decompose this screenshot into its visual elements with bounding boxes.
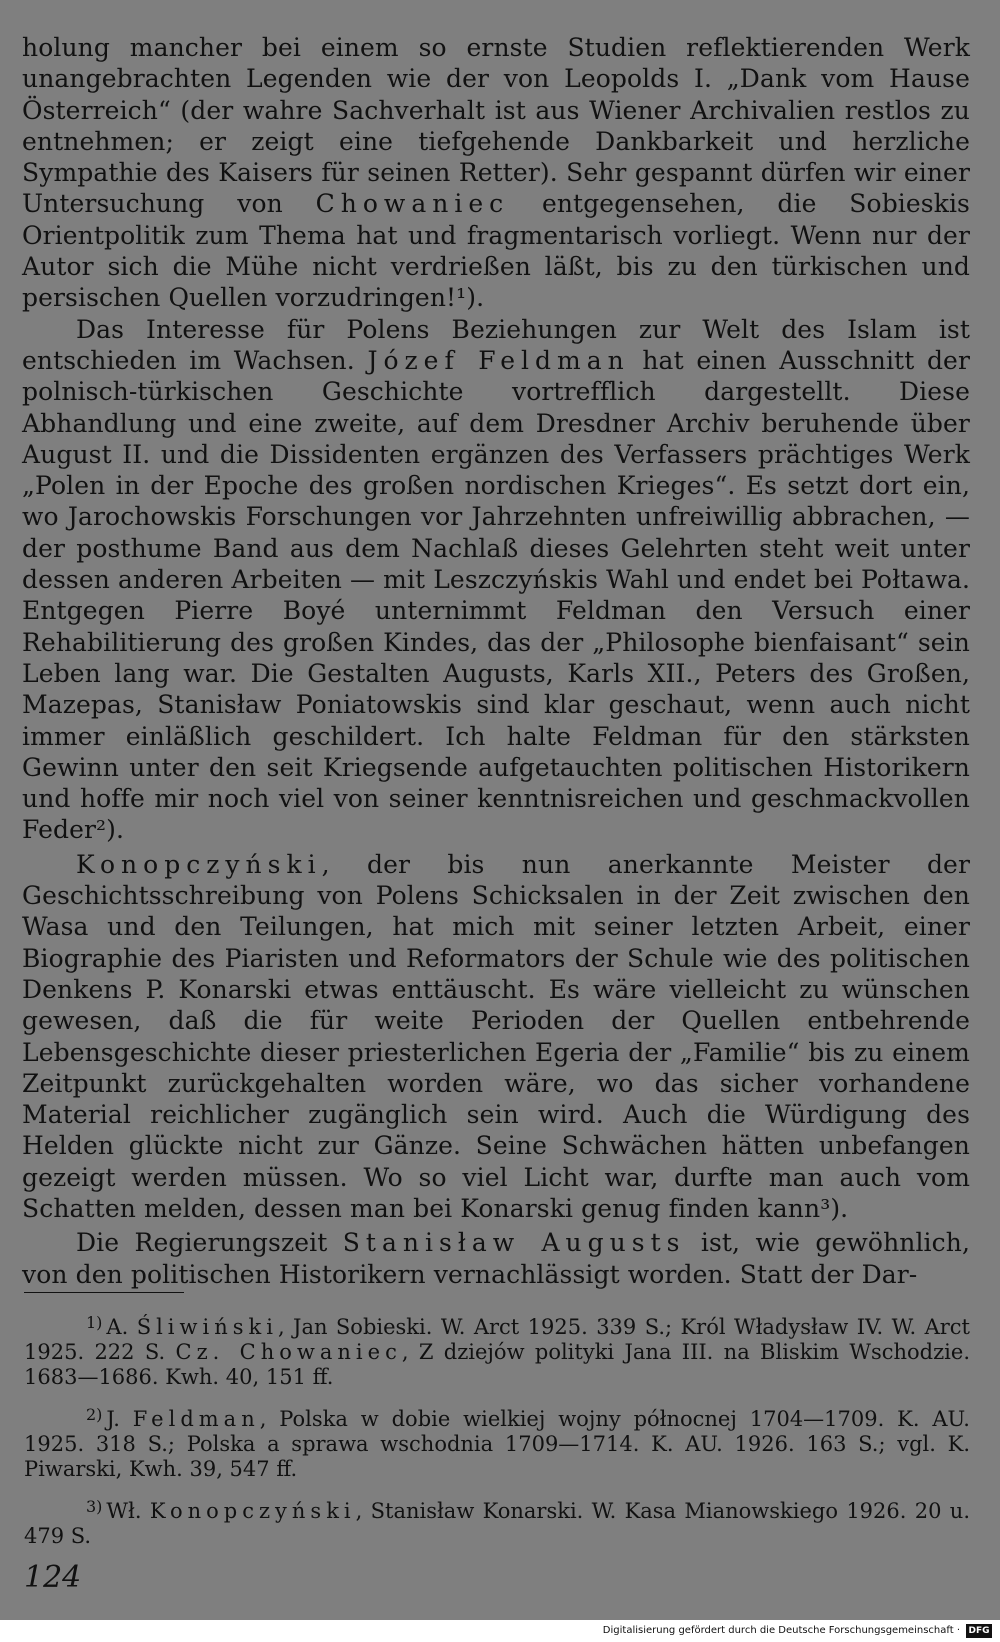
page-number: 124: [24, 1560, 82, 1595]
paragraph-3-text: , der bis nun anerkannte Meister der Geschichtsschreibung von Polens Schicksalen in der Zeit zwischen den Wasa und den Teilungen, hat mich mit seiner letzten Arbeit, einer Biographie des Piaristen und Reformators der Schule wie des politischen Denkens P. Konarski etwas enttäuscht. Es wäre vielleicht zu wünschen gewesen, daß die für weite Perioden der Quellen entbehrende Lebensgeschichte dieser priesterlichen Egeria der „Familie“ bis zu einem Zeitpunkt zurückgehalten worden wäre, wo das sicher vorhandene Material reichlicher zugänglich sein wird. Auch die Würdigung des Helden glückte nicht zur Gänze. Seine Schwächen hätten unbefangen gezeigt werden müssen. Wo so viel Licht war, durfte man auch vom Schatten melden, dessen man bei Konarski genug finden kann³).: [22, 849, 970, 1223]
footnote-1-number: 1): [86, 1313, 103, 1332]
author-name-chowaniec: Chowaniec: [315, 189, 510, 219]
paragraph-2-text-continued: hat einen Ausschnitt der polnisch-türkischen Geschichte vortrefflich dargestellt. Diese Abhandlung und eine zweite, auf dem Dresdner Archiv beruhende über August II. und die Dissidenten ergänzen des Verfassers prächtiges Werk „Polen in der Epoche des großen nordischen Krieges“. Es setzt dort ein, wo Jarochowskis Forschungen vor Jahrzehnten unfreiwillig abbrachen, — der posthume Band aus dem Nachlaß dieses Gelehrten steht weit unter dessen anderen Arbeiten — mit Leszczyńskis Wahl und endet bei Połtawa. Entgegen Pierre Boyé unternimmt Feldman den Versuch einer Rehabilitierung des großen Kindes, das der „Philosophe bienfaisant“ sein Leben lang war. Die Gestalten Augusts, Karls XII., Peters des Großen, Mazepas, Stanisław Poniatowskis sind klar geschaut, wenn auch nicht immer einläßlich geschildert. Ich halte Feldman für den stärksten Gewinn unter den seit Kriegsende aufgetauchten politischen Historikern und hoffe mir noch viel von seiner kenntnisreichen und geschmackvollen Feder²).: [22, 345, 971, 845]
paragraph-2: [22, 314, 970, 846]
paragraph-4-text-continued: ist, wie gewöhnlich, von den politischen Historikern vernachlässigt worden. Statt der Dar-: [22, 1228, 971, 1289]
paragraph-1: [22, 32, 970, 314]
paragraph-3: [22, 849, 970, 1225]
footnote-3-number: 3): [86, 1497, 103, 1516]
paragraph-1-text: holung mancher bei einem so ernste Studien reflektierenden Werk unangebrachten Legenden wie der von Leopolds I. „Dank vom Hause Österreich“ (der wahre Sachverhalt ist aus Wiener Archivalien restlos zu entnehmen; er zeigt eine tiefgehende Dankbarkeit und herzliche Sympathie des Kaisers für seinen Retter). Sehr gespannt dürfen wir einer Untersuchung von: [22, 33, 970, 219]
footnote-1-initial: A.: [106, 1315, 129, 1339]
paragraph-2-text: Das Interesse für Polens Beziehungen zur Welt des Islam ist entschieden im Wachsen.: [22, 314, 970, 375]
footnote-2-author: Feldman: [132, 1407, 260, 1431]
paragraph-4: [22, 1227, 970, 1290]
paragraph-1-text-continued: entgegensehen, die Sobieskis Orientpolitik zum Thema hat und fragmentarisch vorliegt. Wenn nur der Autor sich die Mühe nicht verdrießen läßt, bis zu den türkischen und persischen Quellen vorzudringen!¹).: [22, 189, 970, 313]
footnote-3-author: Konopczyński: [149, 1499, 356, 1523]
footnote-1-text-continued: , Z dziejów polityki Jana III. na Bliskim Wschodzie. 1683—1686. Kwh. 40, 151 ff.: [24, 1340, 970, 1389]
author-name-konopczynski: Konopczyński: [76, 849, 322, 879]
footnote-1-author-2: Cz. Chowaniec: [175, 1340, 402, 1364]
digitization-footer: [0, 1620, 1000, 1642]
footnote-3: [24, 1494, 970, 1549]
footnote-divider: [24, 1292, 184, 1293]
dfg-logo-icon: DFG: [966, 1624, 992, 1638]
footnote-1: [24, 1310, 970, 1390]
footnotes: [24, 1310, 970, 1561]
footnote-3-text: , Stanisław Konarski. W. Kasa Mianowskiego 1926. 20 u. 479 S.: [24, 1499, 970, 1548]
main-text: [22, 32, 970, 1290]
footnote-2-number: 2): [86, 1405, 103, 1424]
footnote-2: [24, 1402, 970, 1482]
digitization-credit: Digitalisierung gefördert durch die Deutsche Forschungsgemeinschaft ·: [602, 1625, 960, 1636]
paragraph-4-text: Die Regierungszeit: [76, 1228, 328, 1258]
author-name-feldman: Józef Feldman: [367, 345, 630, 375]
footnote-1-text: , Jan Sobieski. W. Arct 1925. 339 S.; Król Władysław IV. W. Arct 1925. 222 S.: [24, 1315, 970, 1364]
footnote-2-initial: J.: [106, 1407, 120, 1431]
footnote-2-text: , Polska w dobie wielkiej wojny północnej 1704—1709. K. AU. 1925. 318 S.; Polska a sprawa wschodnia 1709—1714. K. AU. 1926. 163 S.; vgl. K. Piwarski, Kwh. 39, 547 ff.: [24, 1407, 970, 1481]
footnote-1-author: Śliwiński: [136, 1315, 278, 1339]
footnote-3-initial: Wł.: [106, 1499, 142, 1523]
name-stanislaw-augusts: Stanisław Augusts: [342, 1228, 686, 1258]
